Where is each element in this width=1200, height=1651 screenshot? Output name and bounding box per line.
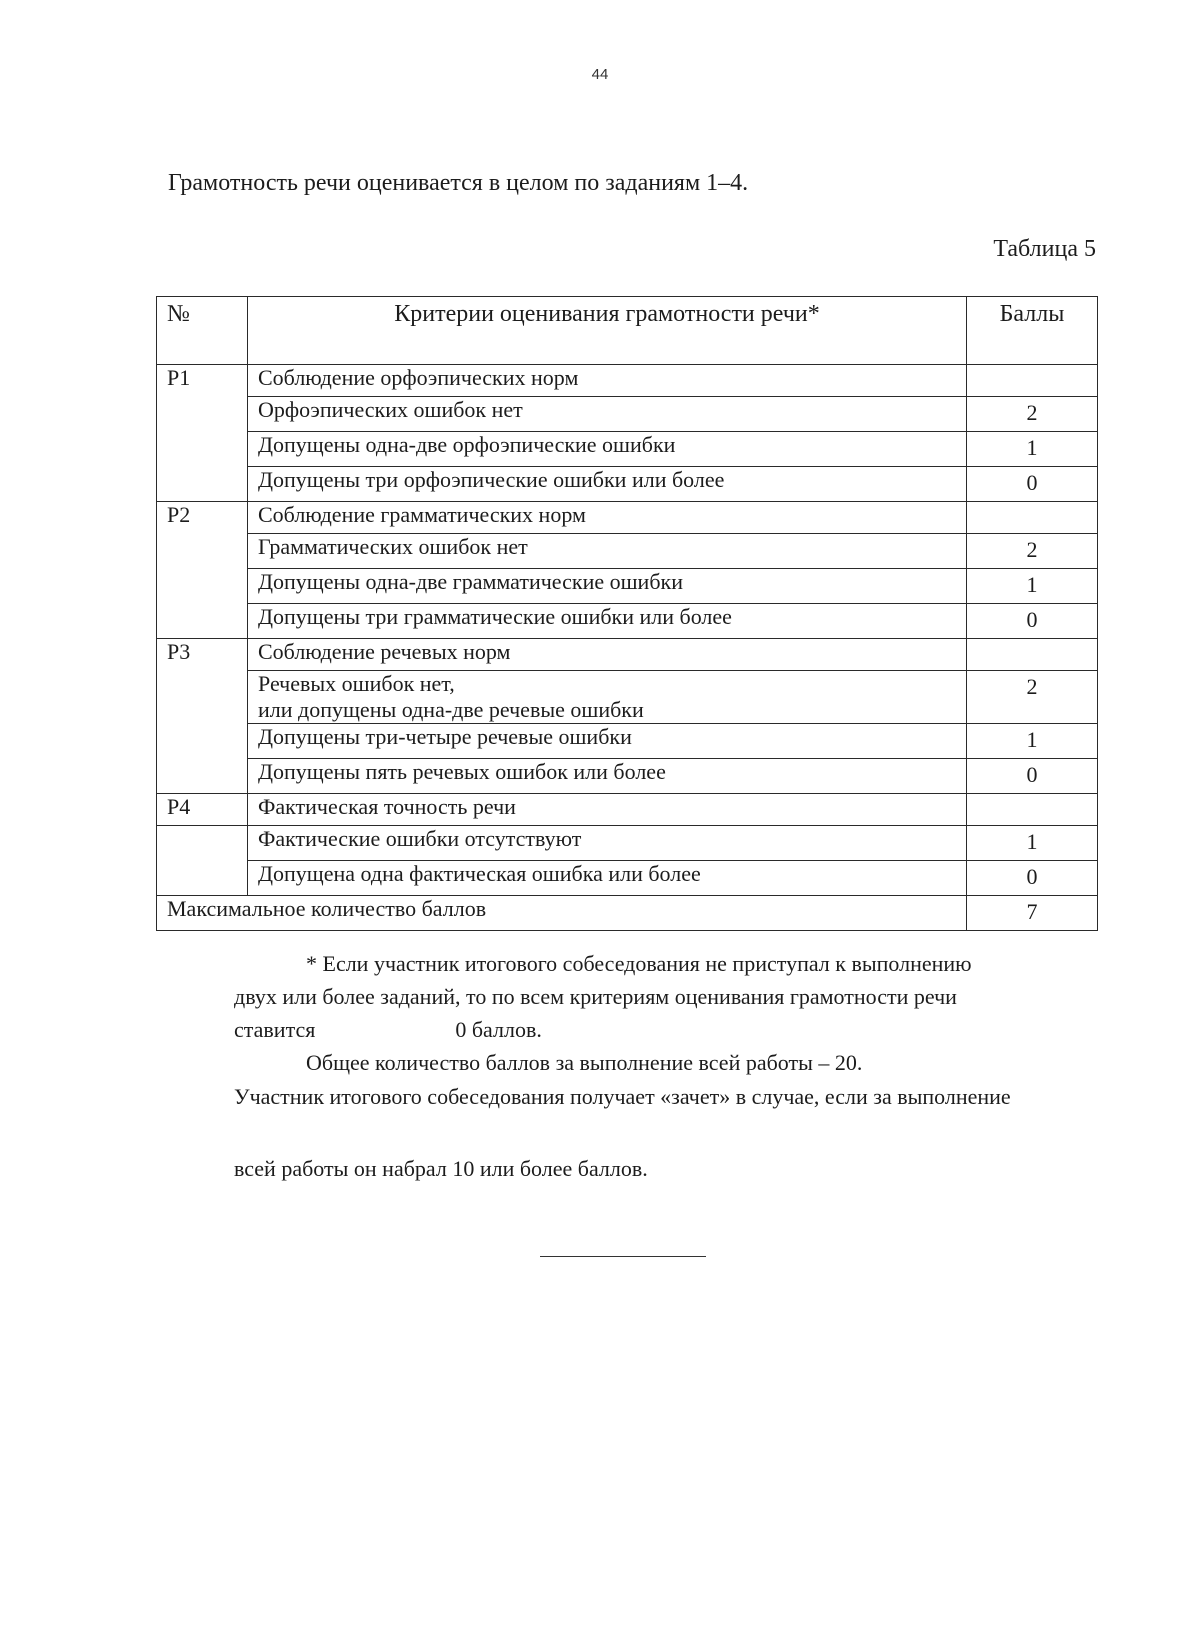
criterion-title: Фактическая точность речи — [248, 794, 967, 826]
score-cell: 0 — [967, 759, 1098, 794]
table-row — [157, 569, 1098, 604]
criterion-level: Допущены одна-две грамматические ошибки — [248, 569, 967, 604]
table-row — [157, 794, 1098, 826]
score-cell: 2 — [967, 534, 1098, 569]
criterion-id: Р3 — [157, 639, 248, 794]
score-cell-empty — [967, 365, 1098, 397]
table-header-row — [157, 297, 1098, 365]
criterion-level-line1: Речевых ошибок нет, — [258, 671, 455, 696]
table-row — [157, 639, 1098, 671]
table-row — [157, 604, 1098, 639]
table-row — [157, 432, 1098, 467]
table-row — [157, 397, 1098, 432]
criterion-id: Р1 — [157, 365, 248, 502]
criterion-title: Соблюдение орфоэпических норм — [248, 365, 967, 397]
score-cell-empty — [967, 794, 1098, 826]
criterion-id: Р2 — [157, 502, 248, 639]
table-row — [157, 534, 1098, 569]
footnote-line1: * Если участник итогового собеседования не приступал к выполнению — [306, 951, 972, 976]
score-cell: 1 — [967, 569, 1098, 604]
criterion-id-empty — [157, 826, 248, 896]
total-points-note: Общее количество баллов за выполнение всей работы – 20. — [306, 1050, 863, 1075]
score-cell: 1 — [967, 724, 1098, 759]
table-row — [157, 467, 1098, 502]
total-score: 7 — [967, 896, 1098, 931]
footnote — [234, 947, 1088, 1046]
criterion-title: Соблюдение грамматических норм — [248, 502, 967, 534]
table-row — [157, 759, 1098, 794]
total-label: Максимальное количество баллов — [157, 896, 967, 931]
criterion-level: Фактические ошибки отсутствуют — [248, 826, 967, 861]
score-cell: 2 — [967, 671, 1098, 724]
header-score: Баллы — [967, 297, 1098, 365]
footnote-line2: двух или более заданий, то по всем критериям оценивания грамотности речи — [234, 984, 957, 1009]
criterion-level — [248, 671, 967, 724]
table-row — [157, 861, 1098, 896]
score-cell: 2 — [967, 397, 1098, 432]
criterion-level-line2: или допущены одна-две речевые ошибки — [258, 697, 644, 722]
score-cell-empty — [967, 639, 1098, 671]
criterion-id: Р4 — [157, 794, 248, 826]
page-number: 44 — [591, 66, 609, 83]
criterion-level: Допущены одна-две орфоэпические ошибки — [248, 432, 967, 467]
criteria-table — [156, 296, 1098, 931]
score-cell: 1 — [967, 432, 1098, 467]
score-cell: 1 — [967, 826, 1098, 861]
criterion-title: Соблюдение речевых норм — [248, 639, 967, 671]
criterion-level: Допущены три-четыре речевые ошибки — [248, 724, 967, 759]
table-total-row — [157, 896, 1098, 931]
pass-condition-note: Участник итогового собеседования получает «зачет» в случае, если за выполнение — [234, 1084, 1011, 1109]
footnote-line3 — [234, 1013, 1088, 1046]
table-row — [157, 826, 1098, 861]
table-row — [157, 502, 1098, 534]
score-cell: 0 — [967, 604, 1098, 639]
pass-condition-note-line2: всей работы он набрал 10 или более баллов. — [234, 1156, 648, 1181]
criterion-level: Грамматических ошибок нет — [248, 534, 967, 569]
table-caption: Таблица 5 — [993, 236, 1096, 262]
footnote-line3-end: 0 баллов. — [455, 1017, 542, 1042]
separator-line — [540, 1256, 706, 1257]
header-criteria: Критерии оценивания грамотности речи* — [248, 297, 967, 365]
criterion-level: Допущена одна фактическая ошибка или более — [248, 861, 967, 896]
table-row — [157, 724, 1098, 759]
header-number: № — [157, 297, 248, 365]
criterion-level: Допущены три грамматические ошибки или более — [248, 604, 967, 639]
criterion-level: Допущены пять речевых ошибок или более — [248, 759, 967, 794]
table-row — [157, 365, 1098, 397]
footnote-line3-start: ставится — [234, 1017, 316, 1042]
score-cell: 0 — [967, 467, 1098, 502]
criterion-level: Орфоэпических ошибок нет — [248, 397, 967, 432]
table-row — [157, 671, 1098, 724]
criterion-level: Допущены три орфоэпические ошибки или более — [248, 467, 967, 502]
score-cell-empty — [967, 502, 1098, 534]
intro-text: Грамотность речи оценивается в целом по заданиям 1–4. — [168, 170, 749, 196]
score-cell: 0 — [967, 861, 1098, 896]
